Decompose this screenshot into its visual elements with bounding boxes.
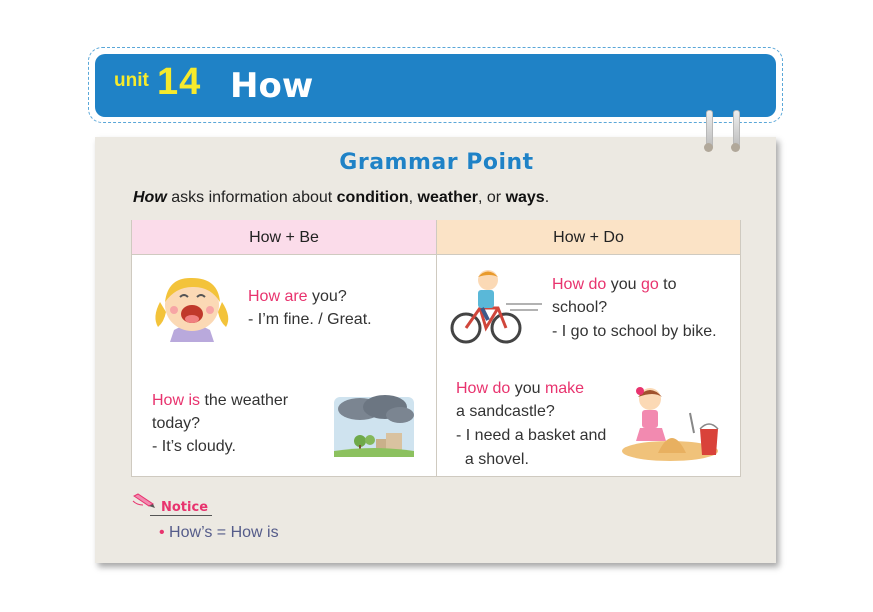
do-question-1: How do you go to bbox=[552, 276, 677, 293]
boy-bike-illustration bbox=[448, 268, 543, 346]
sandcastle-girl-illustration bbox=[620, 383, 728, 463]
happy-girl-illustration bbox=[150, 272, 235, 342]
be-question-2-cont: today? bbox=[152, 415, 201, 432]
table-header-how-do: How + Do bbox=[437, 220, 740, 255]
be-question-2: How is the weather bbox=[152, 392, 289, 409]
table-header-how-be: How + Be bbox=[132, 220, 436, 255]
do-answer-1: - I go to school by bike. bbox=[552, 323, 717, 340]
notice-underline bbox=[150, 515, 212, 516]
do-question-1-cont: school? bbox=[552, 299, 608, 316]
be-answer-1: - I’m fine. / Great. bbox=[248, 311, 372, 328]
pencil-icon bbox=[131, 492, 159, 512]
notice-item: • How’s = How is bbox=[159, 524, 279, 541]
do-answer-2: - I need a basket and bbox=[456, 427, 607, 444]
table-divider bbox=[436, 220, 437, 477]
be-question-1: How are you? bbox=[248, 288, 347, 305]
grammar-intro: How asks information about condition, weather, or ways. bbox=[133, 189, 550, 206]
be-answer-2: - It’s cloudy. bbox=[152, 438, 236, 455]
cloudy-weather-illustration bbox=[330, 393, 418, 463]
grammar-point-title: Grammar Point bbox=[339, 150, 534, 175]
unit-title: How bbox=[230, 66, 314, 106]
do-question-2: How do you make bbox=[456, 380, 585, 397]
unit-number: 14 bbox=[157, 61, 202, 103]
notice-label: Notice bbox=[161, 500, 209, 515]
do-answer-2-cont: a shovel. bbox=[456, 451, 529, 468]
unit-label: unit bbox=[114, 70, 149, 91]
do-question-2-cont: a sandcastle? bbox=[456, 403, 555, 420]
